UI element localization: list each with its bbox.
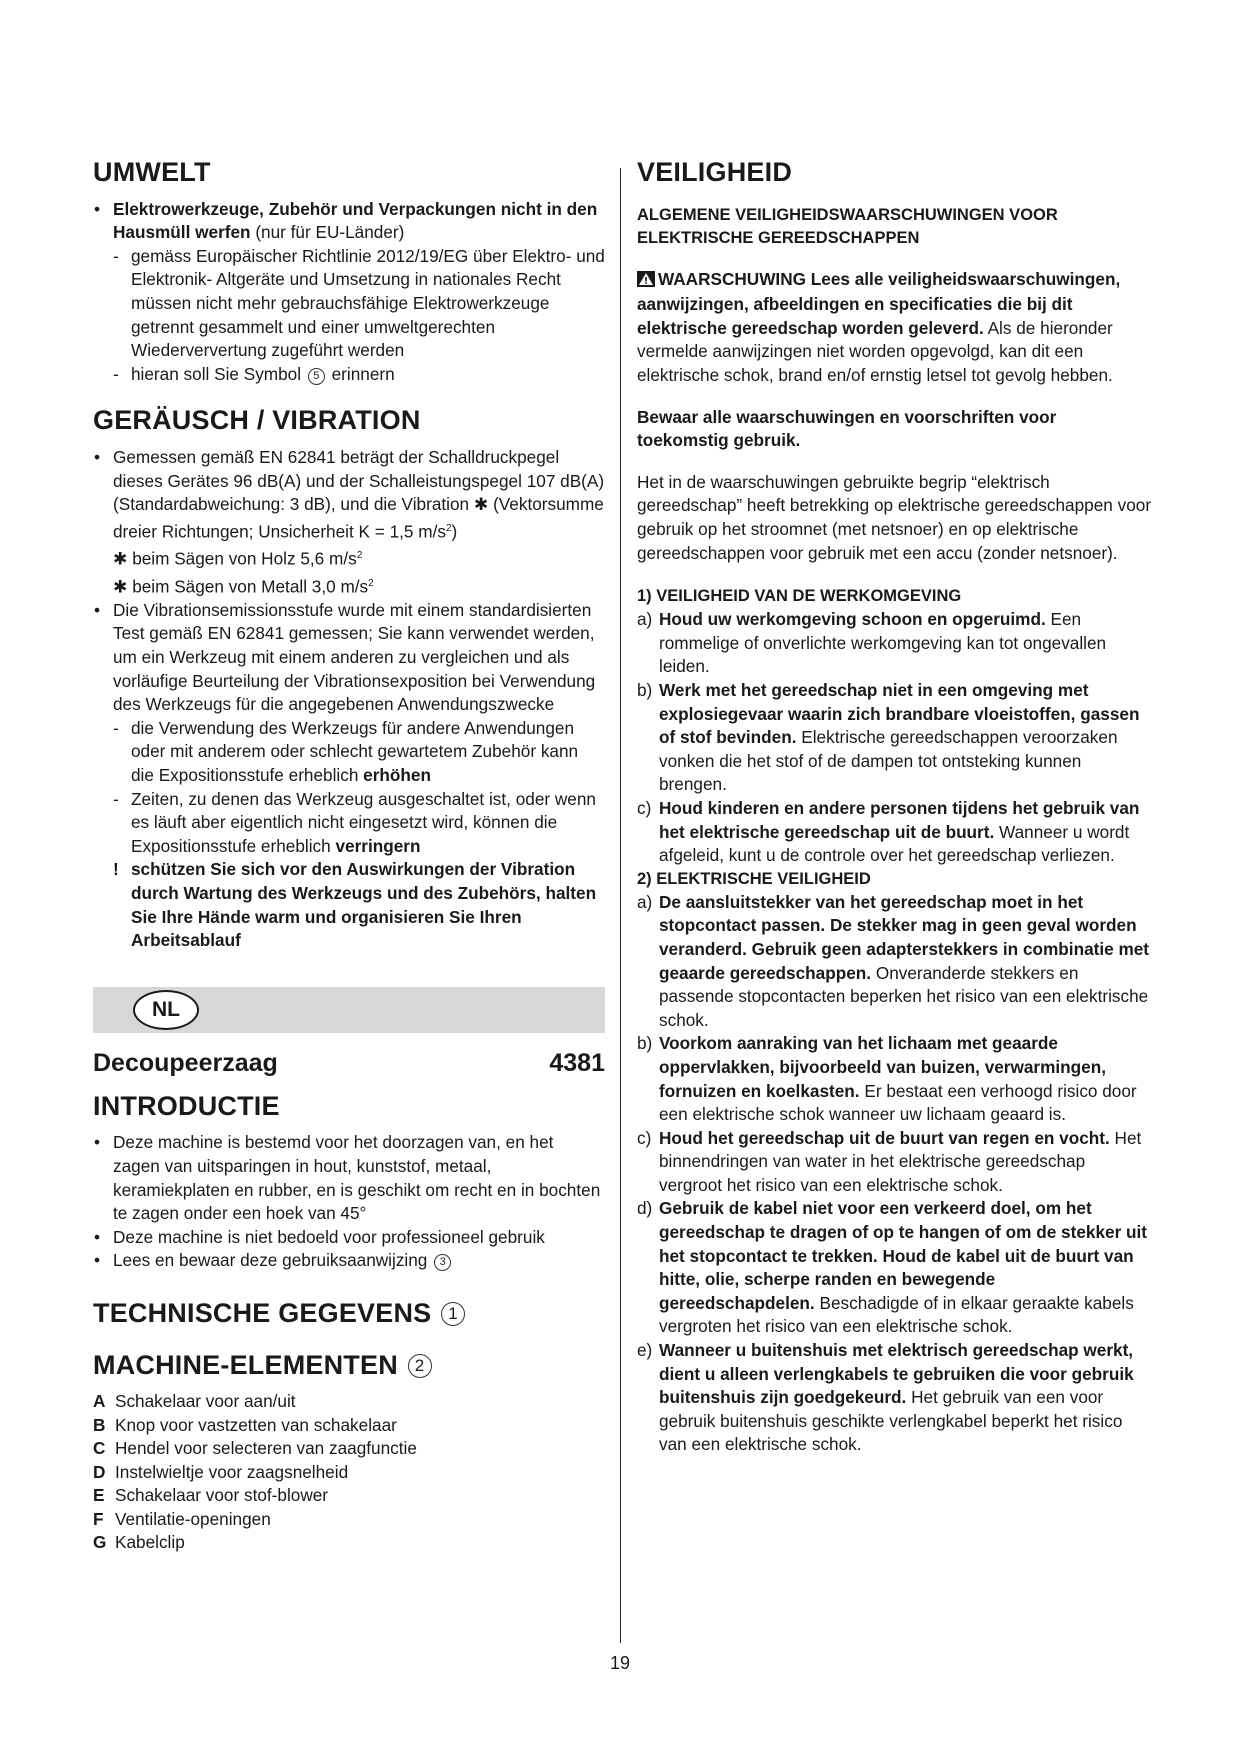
language-bar (93, 987, 605, 1033)
list-item: e) Wanneer u buitenshuis met elektrisch gereedschap werkt, dient u alleen verlengkabels te gebruiken die voor gebruik buitenshuis zijn goedgekeurd. Het gebruik van een voor gebruik buitenshuis geschikte verlengkabel beperkt het risico van een elektrische schok. (637, 1340, 1134, 1455)
product-model: 4381 (549, 1048, 605, 1077)
rules-list-1 (637, 608, 1152, 868)
vibration-wood: ✱ beim Sägen von Holz 5,6 $m/s^2$ (113, 548, 363, 569)
list-item: • Lees en bewaar deze gebruiksaanwijzing 3 (93, 1249, 605, 1273)
list-item: • Gemessen gemäß EN 62841 beträgt der Schalldruckpegel dieses Gerätes 96 dB(A) und der Schalleistungspegel 107 dB(A) (Standardabweichung: 3 dB), und die Vibration ✱ (Vektorsumme dreier Richtungen; Unsicherheit K = 1,5 $m/s^2$) ✱ beim Sägen von Holz 5,6 $m/s^2$ ✱ beim Sägen von Metall 3,0 $m/s^2$ (93, 446, 605, 599)
list-item: a) De aansluitstekker van het gereedschap moet in het stopcontact passen. De stekker mag in geen geval worden veranderd. Gebruik geen adapterstekkers in combinatie met geaarde gereedschappen. Onveranderde stekkers en passende stopcontacten beperken het risico van een elektrische schok. (637, 891, 1150, 1030)
vibration-metal: ✱ beim Sägen von Metall 3,0 $m/s^2$ (113, 576, 374, 597)
list-item: G Kabelclip (93, 1532, 185, 1553)
figure-ref-badge: 2 (408, 1354, 432, 1378)
section-title-geraeusch: GERÄUSCH / VIBRATION (93, 405, 421, 436)
subsection-title: 2) ELEKTRISCHE VEILIGHEID (637, 869, 871, 888)
section-title-machine: MACHINE-ELEMENTEN 2 (93, 1351, 605, 1381)
list-item: • Deze machine is bestemd voor het doorzagen van, en het zagen van uitsparingen in hout, kunststof, metaal, keramiekplaten en rubber, en is geschikt om recht en in bochten te zagen onder een hoek van 45° (93, 1131, 605, 1225)
list-item: b) Voorkom aanraking van het lichaam met geaarde oppervlakken, bijvoorbeeld van buizen, verwarmingen, fornuizen en koelkasten. Er bestaat een verhoogd risico door een elektrische schok wanneer uw lichaam geaard is. (637, 1033, 1137, 1125)
language-badge: NL (133, 990, 199, 1030)
list-item: • Elektrowerkzeuge, Zubehör und Verpackungen nicht in den Hausmüll werfen (nur für EU-Länder) - gemäss Europäischer Richtlinie 2012/19/EG über Elektro- und Elektronik- Altgeräte und Umsetzung in nationales Recht müssen nicht mehr gebrauchsfähige Elektrowerkzeuge getrennt gesammelt und einer umweltgerechten Wiederververtung zugeführt werden - hieran soll Sie Symbol 5 erinnern (93, 198, 605, 387)
column-divider (620, 168, 621, 1643)
parts-list (93, 1390, 605, 1555)
list-item: B Knop voor vastzetten van schakelaar (93, 1414, 397, 1435)
list-item: F Ventilatie-openingen (93, 1508, 271, 1529)
section-title-technische: TECHNISCHE GEGEVENS 1 (93, 1299, 605, 1329)
warning-icon (637, 270, 655, 294)
list-item: • Die Vibrationsemissionsstufe wurde mit einem standardisierten Test gemäß EN 62841 gemessen; Sie kann verwendet werden, um ein Werkzeug mit einem anderen zu vergleichen und als vorläufige Beurteilung der Vibrationsexposition bei Verwendung des Werkzeugs für die angegebenen Anwendungszwecke - die Verwendung des Werkzeugs für andere Anwendungen oder mit anderem oder schlecht gewartetem Zubehör kann die Expositionsstufe erheblich erhöhen - Zeiten, zu denen das Werkzeug ausgeschaltet ist, oder wenn es läuft aber eigentlich nicht eingesetzt wird, können die Expositionsstufe erheblich verringern ! schützen Sie sich vor den Auswirkungen der Vibration durch Wartung des Werkzeugs und des Zubehörs, halten Sie Ihre Hände warm und organisieren Sie Ihren Arbeitsablauf (93, 599, 605, 953)
list-item: D Instelwieltje voor zaagsnelheid (93, 1461, 349, 1482)
introductie-list (93, 1131, 605, 1273)
product-name: Decoupeerzaag (93, 1048, 278, 1077)
list-item: E Schakelaar voor stof-blower (93, 1485, 329, 1506)
list-item: A Schakelaar voor aan/uit (93, 1391, 296, 1412)
list-item: - Zeiten, zu denen das Werkzeug ausgeschaltet ist, oder wenn es läuft aber eigentlich nicht eingesetzt wird, können die Expositionsstufe erheblich verringern (113, 788, 596, 856)
star-icon: ✱ (113, 576, 128, 597)
section-title-introductie: INTRODUCTIE (93, 1090, 280, 1121)
term-definition: Het in de waarschuwingen gebruikte begrip “elektrisch gereedschap” heeft betrekking op elektrische gereedschappen voor gebruik op het stroomnet (met netsnoer) en op elektrische gereedschappen voor gebruik met een accu (zonder netsnoer). (637, 471, 1152, 563)
figure-ref-badge: 1 (441, 1302, 465, 1326)
figure-ref-badge: 5 (308, 368, 325, 385)
section-title-umwelt: UMWELT (93, 157, 211, 187)
list-item: a) Houd uw werkomgeving schoon en opgeruimd. Een rommelige of onverlichte werkomgeving kan tot ongevallen leiden. (637, 609, 1107, 677)
vibration-warning: ! schützen Sie sich vor den Auswirkungen der Vibration durch Wartung des Werkzeugs und des Zubehörs, halten Sie Ihre Hände warm und organisieren Sie Ihren Arbeitsablauf (113, 859, 597, 951)
product-header (93, 1049, 605, 1078)
star-icon: ✱ (473, 494, 489, 515)
list-item: c) Houd het gereedschap uit de buurt van regen en vocht. Het binnendringen van water in het elektrische gereedschap vergroot het risico van een elektrische schok. (637, 1127, 1142, 1195)
keep-instructions: Bewaar alle waarschuwingen en voorschriften voor toekomstig gebruik. (637, 406, 1057, 451)
subsection-title: 1) VEILIGHEID VAN DE WERKOMGEVING (637, 587, 962, 606)
figure-ref-badge: 3 (434, 1254, 451, 1271)
rules-list-2 (637, 891, 1152, 1457)
geraeusch-list (93, 446, 605, 953)
list-item: - die Verwendung des Werkzeugs für andere Anwendungen oder mit anderem oder schlecht gewartetem Zubehör kann die Expositionsstufe erheblich erhöhen (113, 717, 579, 786)
umwelt-list (93, 198, 605, 387)
list-item: - hieran soll Sie Symbol 5 erinnern (113, 363, 395, 384)
star-icon: ✱ (113, 548, 128, 569)
section-title-veiligheid: VEILIGHEID (637, 157, 793, 187)
list-item: c) Houd kinderen en andere personen tijdens het gebruik van het elektrische gereedschap uit de buurt. Wanneer u wordt afgeleid, kunt u de controle over het gereedschap verliezen. (637, 797, 1140, 866)
list-item: - gemäss Europäischer Richtlinie 2012/19/EG über Elektro- und Elektronik- Altgeräte und Umsetzung in nationales Recht müssen nicht mehr gebrauchsfähige Elektrowerkzeuge getrennt gesammelt und einer umweltgerechten Wiederververtung zugeführt werden (113, 245, 605, 361)
warning-paragraph: WAARSCHUWING Lees alle veiligheidswaarschuwingen, aanwijzingen, afbeeldingen en specificaties die bij dit elektrische gereedschap worden geleverd. Als de hieronder vermelde aanwijzingen niet worden opgevolgd, kan dit een elektrische schok, brand en/of ernstig letsel tot gevolg hebben. (637, 268, 1121, 386)
list-item: • Deze machine is niet bedoeld voor professioneel gebruik (93, 1226, 605, 1250)
list-item: d) Gebruik de kabel niet voor een verkeerd doel, om het gereedschap te dragen of op te hangen of om de stekker uit het stopcontact te trekken. Houd de kabel uit de buurt van hitte, olie, scherpe randen en bewegende gereedschapdelen. Beschadigde of in elkaar geraakte kabels vergroten het risico van een elektrische schok. (637, 1198, 1148, 1337)
list-item: b) Werk met het gereedschap niet in een omgeving met explosiegevaar waarin zich brandbare vloeistoffen, gassen of stof bevinden. Elektrische gereedschappen veroorzaken vonken die het stof of de dampen tot ontsteking kunnen brengen. (637, 680, 1140, 795)
list-item: C Hendel voor selecteren van zaagfunctie (93, 1438, 417, 1459)
veiligheid-subtitle: ALGEMENE VEILIGHEIDSWAARSCHUWINGEN VOOR ELEKTRISCHE GEREEDSCHAPPEN (637, 205, 1058, 247)
page-number: 19 (609, 1653, 631, 1673)
right-column (637, 158, 1152, 1457)
left-column (93, 158, 605, 1555)
